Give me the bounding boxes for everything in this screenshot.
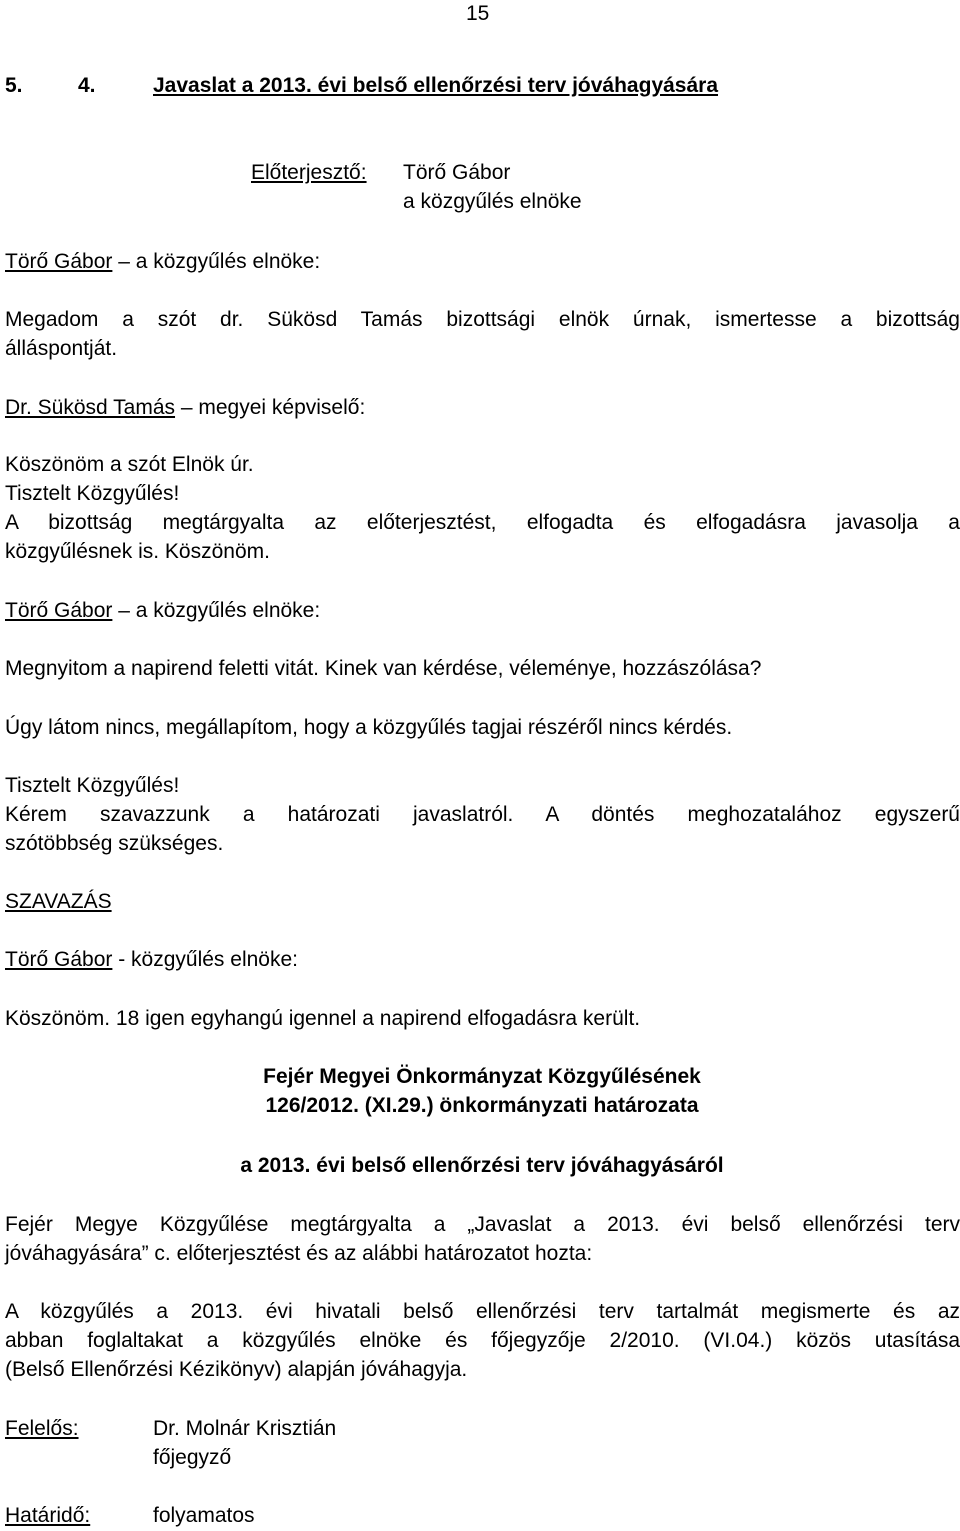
resolution-subject: a 2013. évi belső ellenőrzési terv jóváhagyásáról [240, 1154, 724, 1177]
speaker-name: Törő Gábor [5, 599, 113, 622]
presenter-label: Előterjesztő: [251, 161, 367, 184]
responsible-label: Felelős: [5, 1417, 79, 1440]
paragraph-line: A közgyűlés a 2013. évi hivatali belső ellenőrzési terv tartalmát megismerte és az [5, 1300, 960, 1323]
paragraph-line: közgyűlésnek is. Köszönöm. [5, 540, 270, 563]
agenda-number-2: 4. [78, 74, 96, 97]
paragraph-line: Megnyitom a napirend feletti vitát. Kinek van kérdése, véleménye, hozzászólása? [5, 657, 762, 680]
resolution-number: 126/2012. (XI.29.) önkormányzati határozata [265, 1094, 699, 1117]
speaker-name: Törő Gábor [5, 250, 113, 273]
paragraph-line: A bizottság megtárgyalta az előterjesztést, elfogadta és elfogadásra javasolja a [5, 511, 960, 534]
presenter-role: a közgyűlés elnöke [403, 190, 582, 213]
paragraph-line: álláspontját. [5, 337, 118, 360]
paragraph-line: Köszönöm a szót Elnök úr. [5, 453, 254, 476]
presenter-name: Törő Gábor [403, 161, 511, 184]
paragraph-line: Köszönöm. 18 igen egyhangú igennel a napirend elfogadásra került. [5, 1007, 641, 1030]
resolution-title: Fejér Megyei Önkormányzat Közgyűlésének [263, 1065, 701, 1088]
responsible-name: Dr. Molnár Krisztián [153, 1417, 337, 1440]
paragraph-line: Úgy látom nincs, megállapítom, hogy a közgyűlés tagjai részéről nincs kérdés. [5, 716, 733, 739]
paragraph-line: Kérem szavazzunk a határozati javaslatról. A döntés meghozatalához egyszerű [5, 803, 960, 826]
paragraph-line: abban foglaltakat a közgyűlés elnöke és főjegyzője 2/2010. (VI.04.) közös utasítása [5, 1329, 960, 1352]
paragraph-line: Megadom a szót dr. Sükösd Tamás bizottsági elnök úrnak, ismertesse a bizottság [5, 308, 960, 331]
deadline-value: folyamatos [153, 1504, 255, 1527]
speaker-heading [5, 597, 320, 625]
paragraph-line: Fejér Megye Közgyűlése megtárgyalta a „Javaslat a 2013. évi belső ellenőrzési terv [5, 1213, 960, 1236]
vote-label: SZAVAZÁS [5, 890, 112, 913]
speaker-heading [5, 946, 298, 974]
speaker-heading [5, 248, 320, 276]
deadline-label: Határidő: [5, 1504, 91, 1527]
agenda-number-1: 5. [5, 74, 23, 97]
paragraph-line: jóváhagyására” c. előterjesztést és az alábbi határozatot hozta: [5, 1242, 593, 1265]
paragraph-line: Tisztelt Közgyűlés! [5, 482, 180, 505]
speaker-role: – a közgyűlés elnöke: [112, 250, 321, 273]
agenda-title: Javaslat a 2013. évi belső ellenőrzési terv jóváhagyására [153, 74, 719, 97]
speaker-name: Dr. Sükösd Tamás [5, 396, 176, 419]
paragraph-line: Tisztelt Közgyűlés! [5, 774, 180, 797]
speaker-heading [5, 394, 365, 422]
speaker-role: – a közgyűlés elnöke: [112, 599, 321, 622]
page-number: 15 [466, 2, 490, 25]
speaker-role: - közgyűlés elnöke: [112, 948, 298, 971]
paragraph-line: (Belső Ellenőrzési Kézikönyv) alapján jóváhagyja. [5, 1358, 468, 1381]
paragraph-line: szótöbbség szükséges. [5, 832, 224, 855]
responsible-role: főjegyző [153, 1446, 232, 1469]
speaker-role: – megyei képviselő: [175, 396, 366, 419]
speaker-name: Törő Gábor [5, 948, 113, 971]
